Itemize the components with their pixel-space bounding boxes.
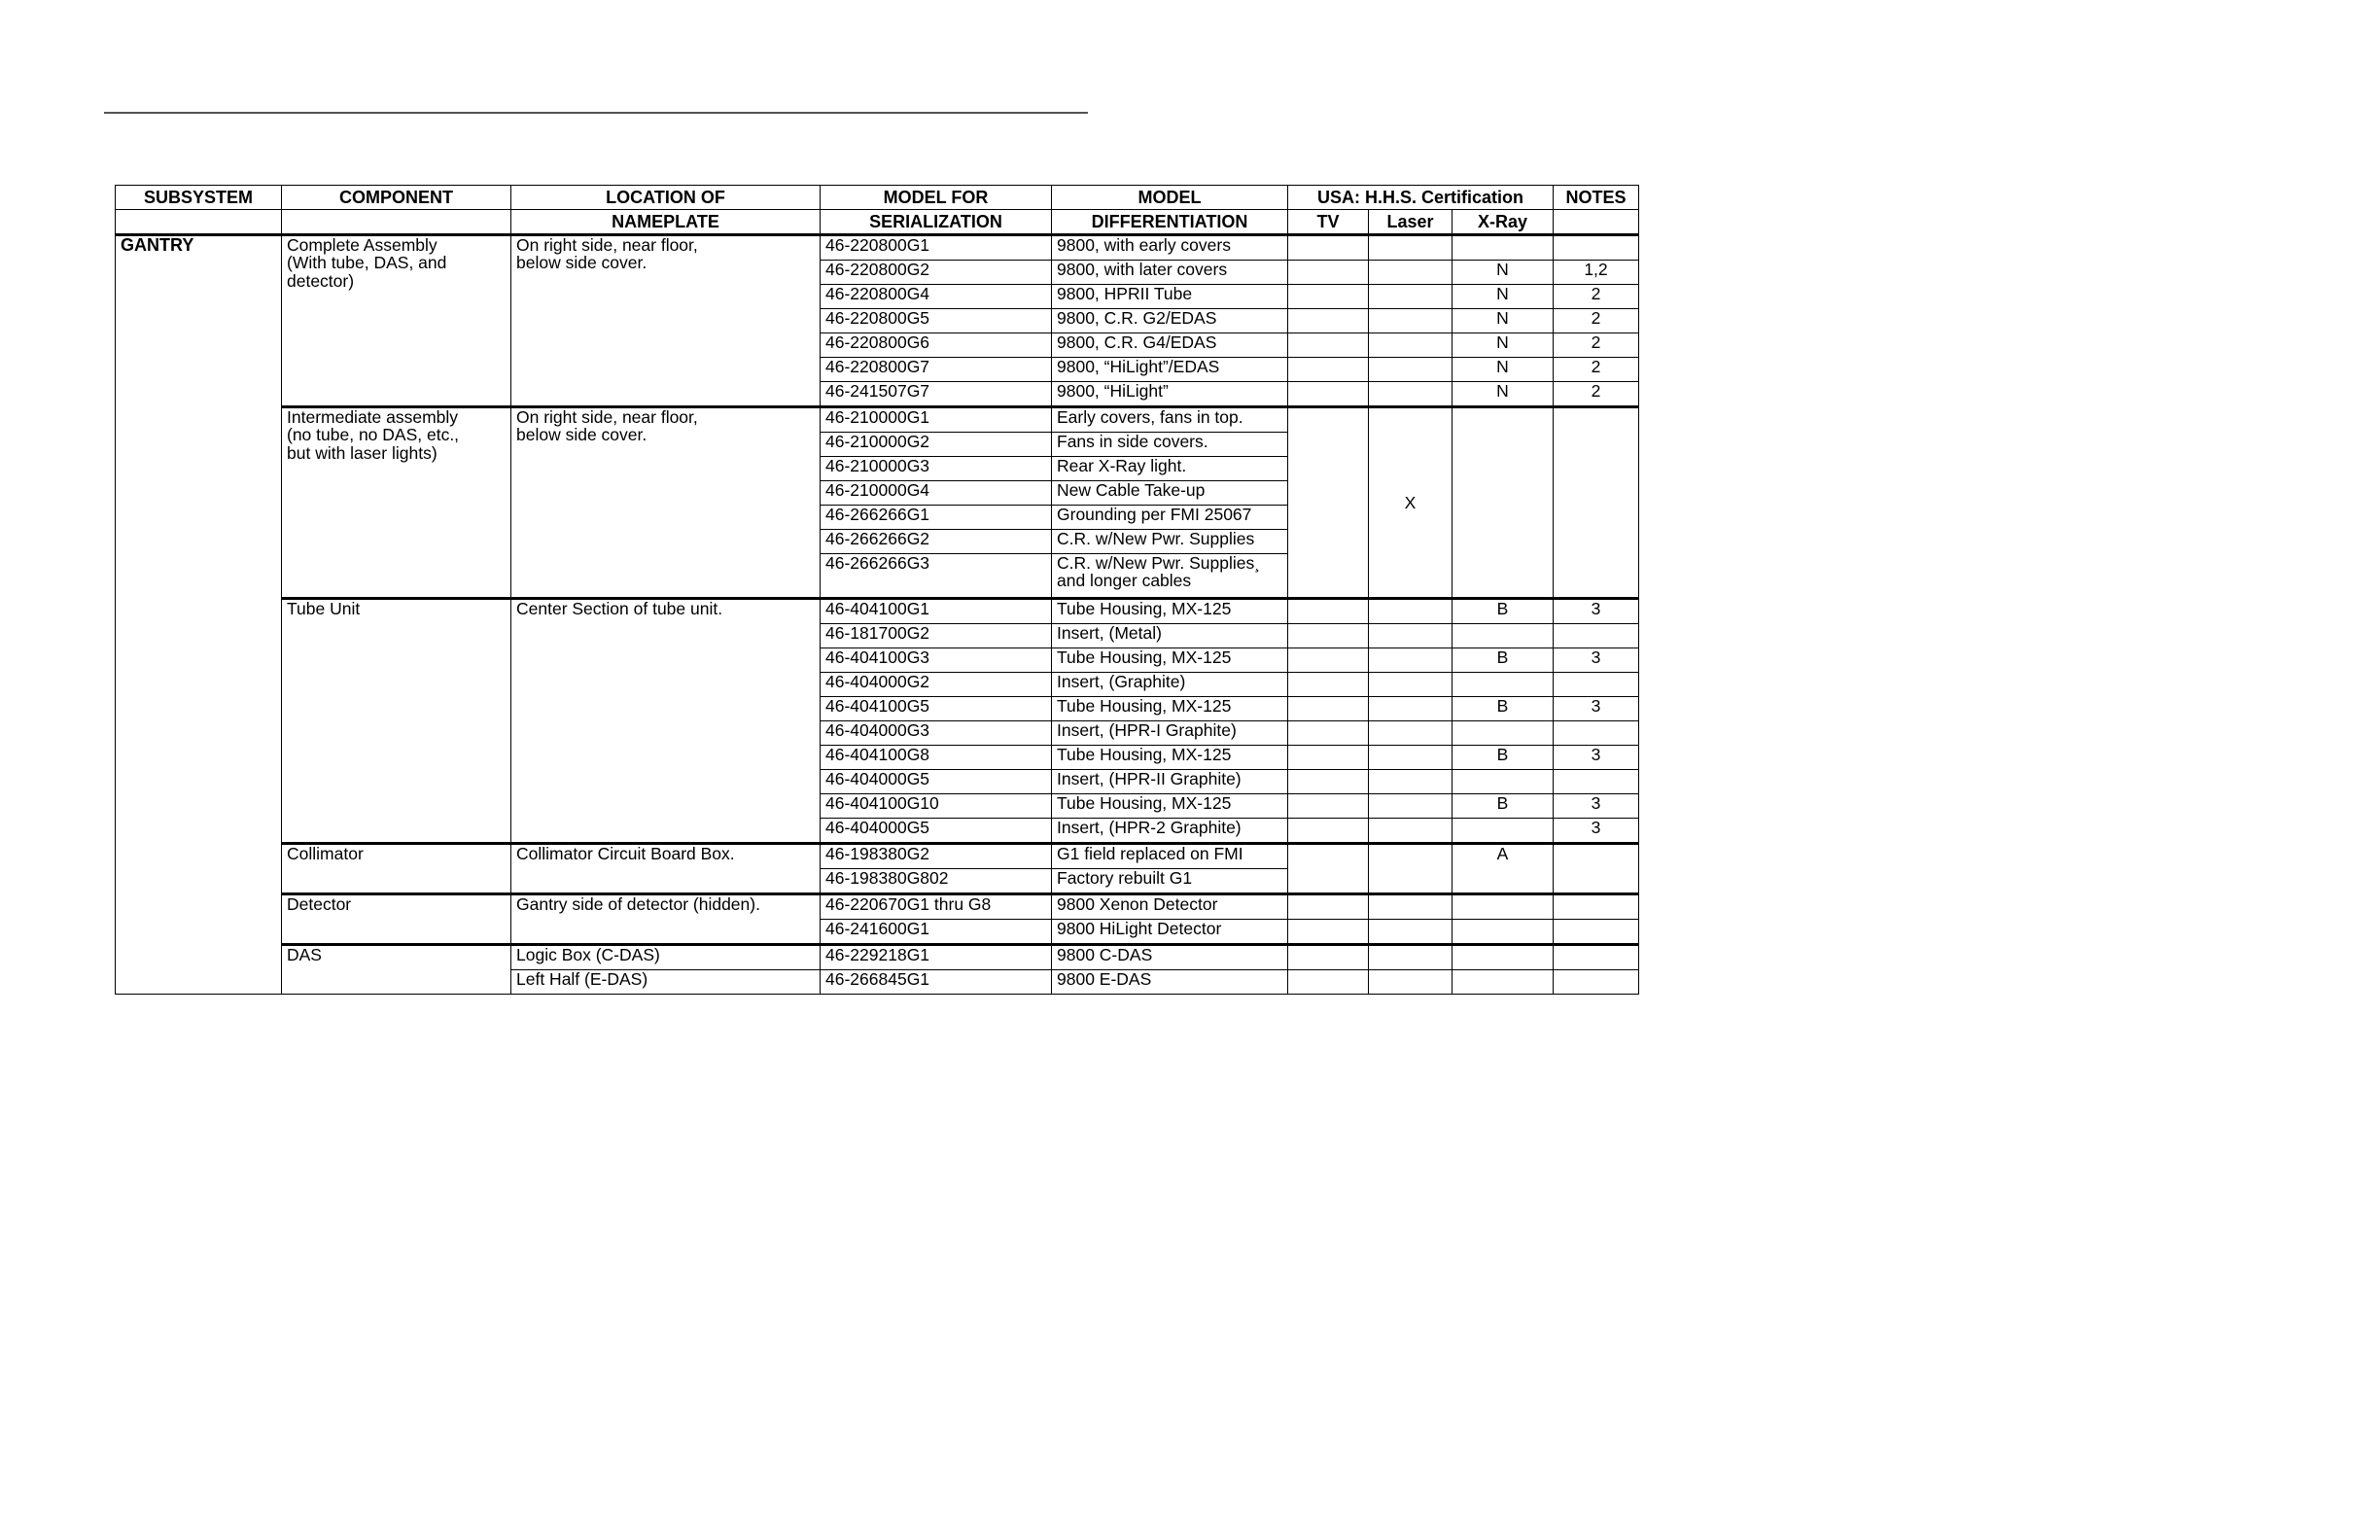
differentiation-text: 9800, C.R. G2/EDAS: [1057, 308, 1217, 328]
cell-line: Center Section of tube unit.: [516, 599, 723, 618]
model-cell: 46-220800G1: [821, 235, 1052, 261]
laser-cell: [1369, 894, 1452, 920]
header-subsystem-2: [116, 210, 282, 235]
differentiation-cell: [1052, 770, 1288, 794]
laser-cell: [1369, 697, 1452, 721]
model-cell: 46-220800G2: [821, 261, 1052, 285]
component-cell: [282, 894, 511, 945]
notes-cell: 3: [1554, 794, 1639, 819]
header-model-differentiation: MODEL: [1052, 186, 1288, 210]
differentiation-cell: [1052, 746, 1288, 770]
differentiation-cell: [1052, 481, 1288, 506]
xray-cell: [1452, 894, 1554, 920]
tv-cell: [1288, 746, 1369, 770]
differentiation-text: 9800, “HiLight”/EDAS: [1057, 357, 1220, 376]
location-cell: [511, 894, 821, 945]
component-cell: [282, 945, 511, 995]
model-cell: 46-404100G3: [821, 648, 1052, 673]
tv-cell: [1288, 235, 1369, 261]
header-laser: Laser: [1369, 210, 1452, 235]
cell-line: DAS: [287, 945, 322, 964]
cell-line: Collimator: [287, 844, 364, 863]
header-differentiation: DIFFERENTIATION: [1052, 210, 1288, 235]
cell-line: (no tube, no DAS, etc.,: [287, 425, 460, 445]
location-cell: [511, 407, 821, 599]
xray-cell: [1452, 970, 1554, 995]
xray-cell: N: [1452, 382, 1554, 407]
table-row: [116, 407, 1639, 433]
notes-cell: [1554, 945, 1639, 970]
xray-cell: B: [1452, 648, 1554, 673]
subsystem-cell: GANTRY: [116, 235, 282, 995]
xray-cell: B: [1452, 697, 1554, 721]
table-row: [116, 894, 1639, 920]
component-cell: [282, 599, 511, 844]
cell-line: Gantry side of detector (hidden).: [516, 894, 760, 914]
notes-cell: [1554, 721, 1639, 746]
differentiation-cell: [1052, 309, 1288, 333]
laser-cell: [1369, 333, 1452, 358]
differentiation-text: 9800, “HiLight”: [1057, 381, 1169, 401]
xray-cell: N: [1452, 309, 1554, 333]
notes-cell: [1554, 894, 1639, 920]
notes-cell: 2: [1554, 309, 1639, 333]
tv-cell: [1288, 261, 1369, 285]
header-component: COMPONENT: [282, 186, 511, 210]
differentiation-cell: [1052, 530, 1288, 554]
differentiation-cell: [1052, 554, 1288, 599]
tv-cell: [1288, 358, 1369, 382]
laser-cell: [1369, 794, 1452, 819]
cell-line: Collimator Circuit Board Box.: [516, 844, 735, 863]
tv-cell: [1288, 599, 1369, 624]
tv-cell: [1288, 894, 1369, 920]
notes-cell: [1554, 673, 1639, 697]
model-cell: 46-220800G6: [821, 333, 1052, 358]
tv-cell: [1288, 673, 1369, 697]
notes-cell: [1554, 844, 1639, 894]
differentiation-text: 9800, with early covers: [1057, 235, 1231, 255]
model-cell: 46-241507G7: [821, 382, 1052, 407]
differentiation-cell: [1052, 407, 1288, 433]
cell-line: but with laser lights): [287, 442, 438, 463]
model-cell: 46-220670G1 thru G8: [821, 894, 1052, 920]
differentiation-text: 9800, C.R. G4/EDAS: [1057, 332, 1217, 352]
differentiation-text: 9800 E-DAS: [1057, 969, 1152, 989]
notes-cell: 1,2: [1554, 261, 1639, 285]
notes-cell: 3: [1554, 648, 1639, 673]
differentiation-cell: [1052, 648, 1288, 673]
laser-cell: [1369, 673, 1452, 697]
notes-cell: 2: [1554, 358, 1639, 382]
model-cell: 46-198380G802: [821, 869, 1052, 894]
model-cell: 46-404100G1: [821, 599, 1052, 624]
differentiation-text: Fans in side covers.: [1057, 432, 1208, 451]
tv-cell: [1288, 770, 1369, 794]
table-row: [116, 599, 1639, 624]
notes-cell: [1554, 624, 1639, 648]
cell-line: (With tube, DAS, and: [287, 253, 447, 273]
differentiation-text: Insert, (Graphite): [1057, 672, 1186, 691]
header-serialization: SERIALIZATION: [821, 210, 1052, 235]
notes-cell: 3: [1554, 819, 1639, 844]
model-cell: 46-210000G3: [821, 457, 1052, 481]
tv-cell: [1288, 945, 1369, 970]
cell-line: On right side, near floor,: [516, 407, 698, 427]
model-cell: 46-404100G5: [821, 697, 1052, 721]
laser-cell: [1369, 970, 1452, 995]
xray-cell: [1452, 819, 1554, 844]
component-cell: [282, 235, 511, 407]
xray-cell: B: [1452, 794, 1554, 819]
model-cell: 46-210000G4: [821, 481, 1052, 506]
notes-cell: 2: [1554, 333, 1639, 358]
tv-cell: [1288, 333, 1369, 358]
cell-line: Intermediate assembly: [287, 407, 459, 427]
laser-cell: [1369, 920, 1452, 945]
model-cell: 46-404000G2: [821, 673, 1052, 697]
differentiation-text: Insert, (HPR-I Graphite): [1057, 720, 1237, 740]
differentiation-text: 9800 HiLight Detector: [1057, 919, 1222, 938]
differentiation-cell: [1052, 945, 1288, 970]
differentiation-text: Insert, (Metal): [1057, 623, 1162, 643]
tv-cell: [1288, 819, 1369, 844]
differentiation-text: Tube Housing, MX-125: [1057, 745, 1232, 764]
differentiation-text: G1 field replaced on FMI: [1057, 844, 1243, 863]
model-cell: 46-266266G2: [821, 530, 1052, 554]
xray-cell: [1452, 945, 1554, 970]
differentiation-text: Factory rebuilt G1: [1057, 868, 1193, 888]
differentiation-cell: [1052, 285, 1288, 309]
differentiation-cell: [1052, 697, 1288, 721]
tv-cell: [1288, 794, 1369, 819]
differentiation-text: 9800 C-DAS: [1057, 945, 1153, 964]
differentiation-cell: [1052, 599, 1288, 624]
notes-cell: [1554, 407, 1639, 599]
differentiation-cell: [1052, 970, 1288, 995]
differentiation-cell: [1052, 235, 1288, 261]
differentiation-cell: [1052, 261, 1288, 285]
table-row: [116, 235, 1639, 261]
location-cell: Logic Box (C-DAS): [511, 945, 821, 970]
differentiation-cell: [1052, 844, 1288, 869]
laser-cell: [1369, 309, 1452, 333]
tv-cell: [1288, 407, 1369, 599]
notes-cell: [1554, 920, 1639, 945]
laser-cell: [1369, 358, 1452, 382]
header-subsystem: SUBSYSTEM: [116, 186, 282, 210]
cell-line: Complete Assembly: [287, 235, 438, 255]
xray-cell: [1452, 770, 1554, 794]
cell-line: detector): [287, 270, 355, 291]
notes-cell: [1554, 770, 1639, 794]
laser-cell: [1369, 746, 1452, 770]
differentiation-text: Tube Housing, MX-125: [1057, 793, 1232, 813]
differentiation-text: Early covers, fans in top.: [1057, 407, 1243, 427]
differentiation-cell: [1052, 457, 1288, 481]
differentiation-cell: [1052, 506, 1288, 530]
differentiation-text-2: and longer cables: [1057, 571, 1192, 591]
model-cell: 46-210000G2: [821, 433, 1052, 457]
cell-line: below side cover.: [516, 253, 648, 273]
differentiation-text: Tube Housing, MX-125: [1057, 696, 1232, 716]
differentiation-cell: [1052, 624, 1288, 648]
notes-cell: [1554, 970, 1639, 995]
header-location: LOCATION OF: [511, 186, 821, 210]
serialization-table: [115, 185, 1639, 995]
model-cell: 46-266266G3: [821, 554, 1052, 599]
cell-line: Tube Unit: [287, 599, 361, 618]
differentiation-text: 9800, HPRII Tube: [1057, 284, 1193, 303]
differentiation-cell: [1052, 794, 1288, 819]
mark-glyph: ¸: [1254, 553, 1261, 573]
header-notes-2: [1554, 210, 1639, 235]
cell-line: below side cover.: [516, 425, 648, 445]
header-notes: NOTES: [1554, 186, 1639, 210]
differentiation-text: New Cable Take-up: [1057, 480, 1206, 500]
tv-cell: [1288, 721, 1369, 746]
tv-cell: [1288, 697, 1369, 721]
laser-cell: X: [1369, 407, 1452, 599]
differentiation-text: C.R. w/New Pwr. Supplies: [1057, 553, 1255, 573]
differentiation-text: Tube Housing, MX-125: [1057, 599, 1232, 618]
xray-cell: N: [1452, 333, 1554, 358]
differentiation-text: Insert, (HPR-2 Graphite): [1057, 818, 1242, 837]
laser-cell: [1369, 599, 1452, 624]
notes-cell: 2: [1554, 285, 1639, 309]
header-tv: TV: [1288, 210, 1369, 235]
differentiation-text: 9800, with later covers: [1057, 260, 1228, 279]
tv-cell: [1288, 648, 1369, 673]
differentiation-cell: [1052, 433, 1288, 457]
differentiation-text: Insert, (HPR-II Graphite): [1057, 769, 1242, 788]
location-cell: [511, 844, 821, 894]
model-cell: 46-404100G10: [821, 794, 1052, 819]
notes-cell: 2: [1554, 382, 1639, 407]
model-cell: 46-198380G2: [821, 844, 1052, 869]
tv-cell: [1288, 844, 1369, 894]
header-component-2: [282, 210, 511, 235]
notes-cell: 3: [1554, 697, 1639, 721]
differentiation-cell: [1052, 819, 1288, 844]
differentiation-cell: [1052, 894, 1288, 920]
laser-cell: [1369, 819, 1452, 844]
model-cell: 46-266266G1: [821, 506, 1052, 530]
header-xray: X-Ray: [1452, 210, 1554, 235]
xray-cell: N: [1452, 285, 1554, 309]
model-cell: 46-404000G5: [821, 770, 1052, 794]
differentiation-cell: [1052, 673, 1288, 697]
differentiation-text: 9800 Xenon Detector: [1057, 894, 1218, 914]
xray-cell: [1452, 407, 1554, 599]
laser-cell: [1369, 844, 1452, 894]
differentiation-cell: [1052, 920, 1288, 945]
model-cell: 46-220800G4: [821, 285, 1052, 309]
tv-cell: [1288, 920, 1369, 945]
component-cell: [282, 844, 511, 894]
xray-cell: [1452, 235, 1554, 261]
tv-cell: [1288, 970, 1369, 995]
laser-cell: [1369, 382, 1452, 407]
component-cell: [282, 407, 511, 599]
model-cell: 46-266845G1: [821, 970, 1052, 995]
tv-cell: [1288, 624, 1369, 648]
model-cell: 46-404000G3: [821, 721, 1052, 746]
laser-cell: [1369, 770, 1452, 794]
differentiation-text: Rear X-Ray light.: [1057, 456, 1187, 475]
tv-cell: [1288, 382, 1369, 407]
differentiation-cell: [1052, 869, 1288, 894]
differentiation-text: Tube Housing, MX-125: [1057, 648, 1232, 667]
model-cell: 46-220800G7: [821, 358, 1052, 382]
differentiation-cell: [1052, 382, 1288, 407]
differentiation-text: C.R. w/New Pwr. Supplies: [1057, 529, 1255, 548]
laser-cell: [1369, 624, 1452, 648]
location-cell: [511, 599, 821, 844]
location-cell: [511, 235, 821, 407]
notes-cell: [1554, 235, 1639, 261]
xray-cell: N: [1452, 261, 1554, 285]
header-model-serialization: MODEL FOR: [821, 186, 1052, 210]
xray-cell: N: [1452, 358, 1554, 382]
model-cell: 46-181700G2: [821, 624, 1052, 648]
tv-cell: [1288, 309, 1369, 333]
model-cell: 46-404000G5: [821, 819, 1052, 844]
model-cell: 46-404100G8: [821, 746, 1052, 770]
xray-cell: [1452, 673, 1554, 697]
laser-cell: [1369, 648, 1452, 673]
location-cell: Left Half (E-DAS): [511, 970, 821, 995]
header-nameplate: NAMEPLATE: [511, 210, 821, 235]
table-row: [116, 844, 1639, 869]
cell-line: On right side, near floor,: [516, 235, 698, 255]
xray-cell: [1452, 721, 1554, 746]
top-rule: [104, 112, 1088, 114]
differentiation-cell: [1052, 358, 1288, 382]
header-certification: USA: H.H.S. Certification: [1288, 186, 1554, 210]
xray-cell: [1452, 920, 1554, 945]
model-cell: 46-210000G1: [821, 407, 1052, 433]
laser-cell: [1369, 261, 1452, 285]
xray-cell: A: [1452, 844, 1554, 894]
laser-cell: [1369, 285, 1452, 309]
table-row: [116, 945, 1639, 970]
model-cell: 46-229218G1: [821, 945, 1052, 970]
xray-cell: [1452, 624, 1554, 648]
notes-cell: 3: [1554, 599, 1639, 624]
laser-cell: [1369, 235, 1452, 261]
notes-cell: 3: [1554, 746, 1639, 770]
table-body: [116, 235, 1639, 995]
cell-line: Detector: [287, 894, 352, 914]
differentiation-cell: [1052, 721, 1288, 746]
laser-cell: [1369, 721, 1452, 746]
xray-cell: B: [1452, 746, 1554, 770]
model-cell: 46-220800G5: [821, 309, 1052, 333]
laser-cell: [1369, 945, 1452, 970]
differentiation-text: Grounding per FMI 25067: [1057, 505, 1252, 524]
xray-cell: B: [1452, 599, 1554, 624]
tv-cell: [1288, 285, 1369, 309]
model-cell: 46-241600G1: [821, 920, 1052, 945]
differentiation-cell: [1052, 333, 1288, 358]
